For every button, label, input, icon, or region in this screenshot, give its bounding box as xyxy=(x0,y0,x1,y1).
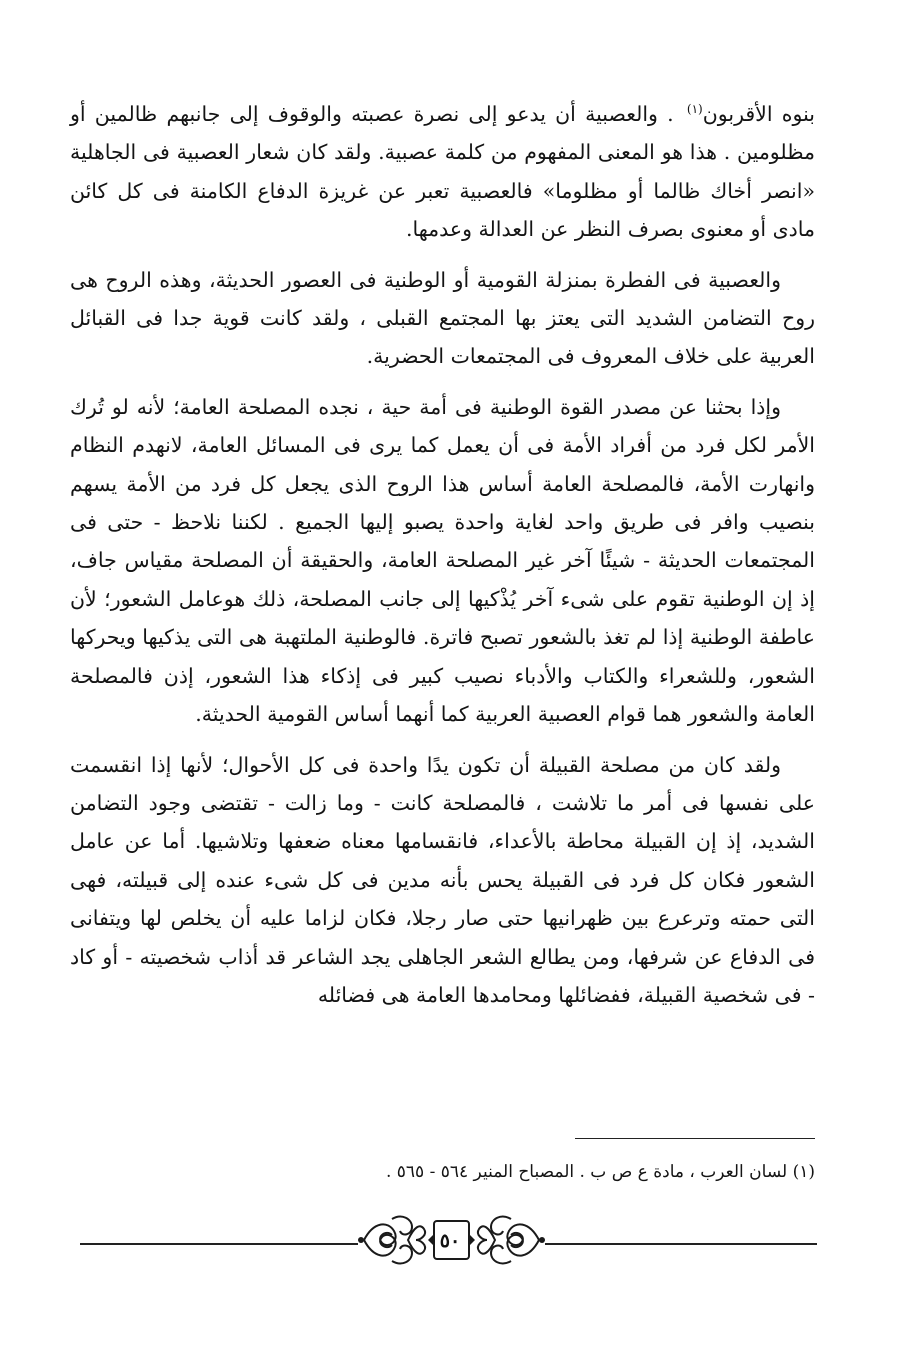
paragraph-3: وإذا بحثنا عن مصدر القوة الوطنية فى أمة حية ، نجده المصلحة العامة؛ لأنه لو تُرك الأمر لكل فرد من أفراد الأمة فى أن يعمل كما يرى فى المسائل العامة، لانهدم النظام وانهارت الأمة، فالمصلحة العامة أساس هذا الروح الذى يجعل كل فرد من الأمة يسهم بنصيب وافر فى طريق واحد لغاية واحدة يصبو إليها الجميع . لكننا نلاحظ - حتى فى المجتمعات الحديثة - شيئًا آخر غير المصلحة العامة، والحقيقة أن المصلحة مقياس جاف، إذ إن الوطنية تقوم على شىء آخر يُذْكيها إلى جانب المصلحة، ذلك هوعامل الشعور؛ لأن عاطفة الوطنية إذا لم تغذ بالشعور تصبح فاترة. فالوطنية الملتهبة هى التى يذكيها ويحركها الشعور، وللشعراء والكتاب والأدباء نصيب كبير فى إذكاء هذا الشعور، إذن فالمصلحة العامة والشعور هما قوام العصبية العربية كما أنهما أساس القومية الحديثة. xyxy=(70,394,815,727)
footnote: (١) لسان العرب ، مادة ع ص ب . المصباح المنير ٥٦٤ - ٥٦٥ . xyxy=(385,1162,815,1182)
paragraph-1-text: . والعصبية أن يدعو إلى نصرة عصبته والوقوف إلى جانبهم ظالمين أو مظلومين . هذا هو المعنى المفهوم من كلمة عصبية. ولقد كان شعار العصبية فى الجاهلية «انصر أخاك ظالما أو مظلوما» فالعصبية تعبر عن غريزة الدفاع الكامنة فى كل كائن مادى أو معنوى بصرف النظر عن العدالة وعدمها. xyxy=(70,102,815,242)
paragraph-2: والعصبية فى الفطرة بمنزلة القومية أو الوطنية فى العصور الحديثة، وهذه الروح هى روح التضامن الشديد التى يعتز بها المجتمع القبلى ، ولقد كانت قوية جدا فى القبائل العربية على خلاف المعروف فى المجتمعات الحضرية. xyxy=(70,267,815,369)
page-number: ٥٠ xyxy=(439,1230,461,1252)
footer-rule-left xyxy=(80,1243,358,1245)
footnote-divider xyxy=(575,1138,815,1139)
footer-rule-right xyxy=(545,1243,817,1245)
body-text xyxy=(70,95,815,1026)
paragraph-1 xyxy=(70,95,815,249)
paragraph-1-lead: بنوه الأقربون xyxy=(702,102,815,126)
paragraph-4: ولقد كان من مصلحة القبيلة أن تكون يدًا واحدة فى كل الأحوال؛ لأنها إذا انقسمت على نفسها فى أمر ما تلاشت ، فالمصلحة كانت - وما زالت - تقتضى وجود التضامن الشديد، إذ إن القبيلة محاطة بالأعداء، فانقسامها معناه ضعفها وتلاشيها. أما عن عامل الشعور فكان كل فرد فى القبيلة يحس بأنه مدين فى كل شىء عنده إلى قبيلته، فهى التى حمته وترعرع بين ظهرانيها حتى صار رجلا، فكان لزاما عليه أن يخلص لها ويتفانى فى الدفاع عن شرفها، ومن يطالع الشعر الجاهلى يجد الشاعر قد أذاب شخصيته - أو كاد - فى شخصية القبيلة، ففضائلها ومحامدها العامة هى فضائله xyxy=(70,752,815,1007)
footnote-marker[interactable]: (١) xyxy=(686,102,703,117)
page-footer xyxy=(80,1205,817,1275)
